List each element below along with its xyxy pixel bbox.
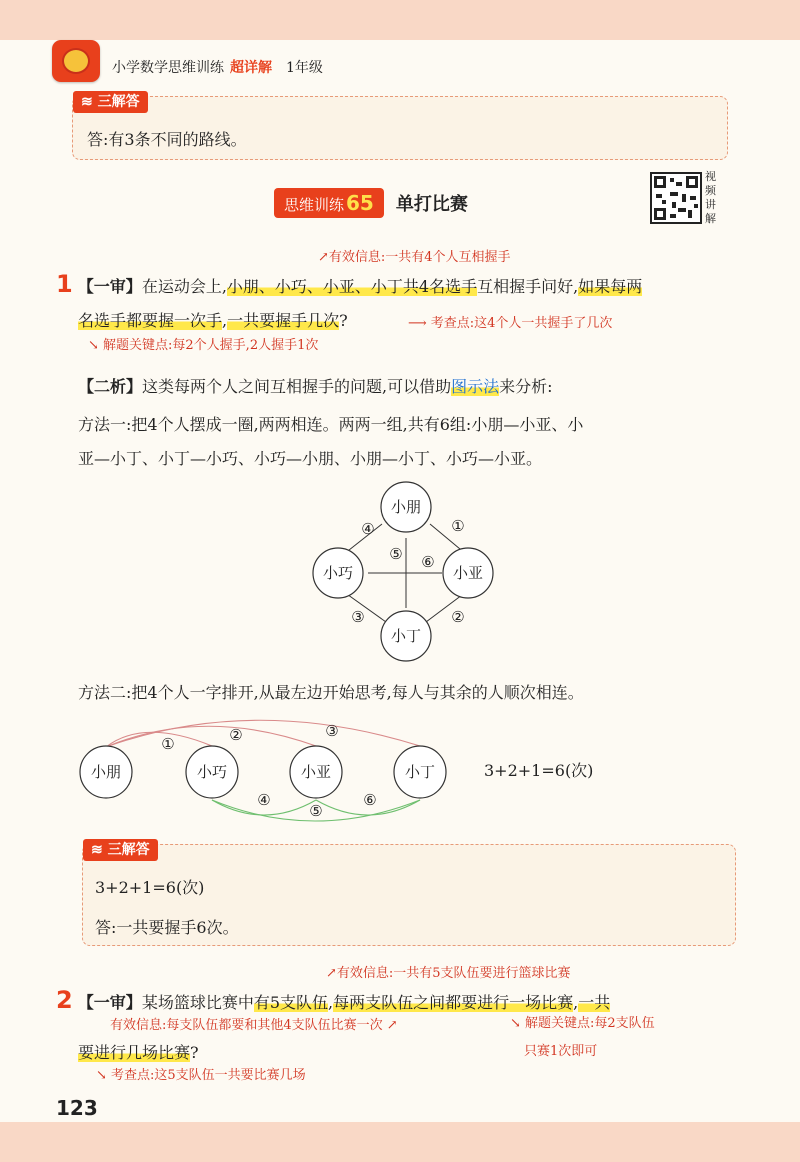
q2-annotation-point: ↘ 考查点:这5支队伍一共要比赛几场 <box>96 1068 306 1083</box>
node-label: 小亚 <box>452 564 484 582</box>
top-decorative-band <box>0 0 800 40</box>
answer-text: 答:有3条不同的路线。 <box>87 130 247 149</box>
q1-method1-line2: 亚—小丁、小丁—小巧、小巧—小朋、小朋—小丁、小巧—小亚。 <box>78 449 543 468</box>
q2-annotation-info-top: ↗有效信息:一共有5支队伍要进行篮球比赛 <box>326 966 571 981</box>
lesson-title-banner <box>274 188 468 218</box>
edge-label: ⑤ <box>309 802 323 820</box>
book-logo <box>52 40 100 82</box>
diagram-circle-arrangement <box>300 474 510 664</box>
page-number: 123 <box>56 1096 98 1120</box>
edge-label: ⑤ <box>389 545 403 563</box>
q2-annotation-info-left: 有效信息:每支队伍都要和其他4支队伍比赛一次 ↗ <box>110 1018 398 1033</box>
top-answer-box <box>72 96 728 160</box>
node-label: 小丁 <box>390 627 422 645</box>
answer-tag: ≋ 三解答 <box>73 91 148 113</box>
q1-answer-box <box>82 844 736 946</box>
q2-annotation-key-line2: 只赛1次即可 <box>524 1044 598 1059</box>
q1-statement-line1: 1 【一审】在运动会上,小朋、小巧、小亚、小丁共4名选手互相握手问好,如果每两 <box>56 270 643 298</box>
q1-number: 1 <box>56 270 73 298</box>
book-title-emphasis: 超详解 <box>230 60 272 76</box>
diagram-line-arrangement <box>74 712 454 828</box>
edge-label: ③ <box>325 722 339 740</box>
edge-label: ⑥ <box>363 791 377 809</box>
node-label: 小巧 <box>196 763 228 781</box>
edge-label: ③ <box>351 608 365 626</box>
qr-code-icon[interactable] <box>650 172 702 224</box>
q1-annotation-key: ↘ 解题关键点:每2个人握手,2人握手1次 <box>88 338 319 353</box>
bottom-decorative-band <box>0 1122 800 1162</box>
edge-label: ② <box>451 608 465 626</box>
q1-method1-line1: 方法一:把4个人摆成一圈,两两相连。两两一组,共有6组:小朋—小亚、小 <box>78 415 584 434</box>
node-label: 小朋 <box>90 763 122 781</box>
q2-number: 2 <box>56 986 73 1014</box>
edge-label: ④ <box>257 791 271 809</box>
lesson-number-badge <box>274 188 384 218</box>
lesson-number: 65 <box>346 191 374 215</box>
answer-line-1: 3+2+1=6(次) <box>95 878 205 897</box>
edge-label: ① <box>451 517 465 535</box>
edge-label: ② <box>229 726 243 744</box>
q1-annotation-point: ⟶ 考查点:这4个人一共握手了几次 <box>408 316 613 331</box>
grade-label: 1年级 <box>286 60 323 76</box>
book-title <box>112 57 323 77</box>
book-title-text: 小学数学思维训练 <box>112 60 224 76</box>
qr-code-label: 视频讲解 <box>705 170 716 225</box>
node-label: 小亚 <box>300 763 332 781</box>
q2-statement-line1: 2 【一审】某场篮球比赛中有5支队伍,每两支队伍之间都要进行一场比赛,一共 <box>56 986 611 1014</box>
q1-analysis: 【二析】这类每两个人之间互相握手的问题,可以借助图示法来分析: <box>78 377 553 396</box>
q2-annotation-key-line1: ↘ 解题关键点:每2支队伍 <box>510 1016 655 1031</box>
node-label: 小丁 <box>404 763 436 781</box>
lesson-title: 单打比赛 <box>395 194 468 215</box>
answer-line-2: 答:一共要握手6次。 <box>95 918 239 937</box>
q1-step1-tag: 【一审】 <box>77 277 142 296</box>
node-label: 小朋 <box>390 498 422 516</box>
q1-step2-tag: 【二析】 <box>78 377 143 396</box>
q1-statement-line2: 名选手都要握一次手,一共要握手几次? <box>78 311 348 330</box>
q2-step1-tag: 【一审】 <box>77 993 142 1012</box>
q2-statement-line2: 要进行几场比赛? <box>78 1043 199 1062</box>
q1-equation: 3+2+1=6(次) <box>484 761 594 780</box>
edge-label: ④ <box>361 520 375 538</box>
q1-method2: 方法二:把4个人一字排开,从最左边开始思考,每人与其余的人顺次相连。 <box>78 683 584 702</box>
answer-tag: ≋ 三解答 <box>83 839 158 861</box>
lesson-number-label: 思维训练 <box>284 196 345 214</box>
q1-annotation-info: ↗有效信息:一共有4个人互相握手 <box>318 250 511 265</box>
node-label: 小巧 <box>322 564 354 582</box>
edge-label: ① <box>161 735 175 753</box>
edge-label: ⑥ <box>421 553 435 571</box>
